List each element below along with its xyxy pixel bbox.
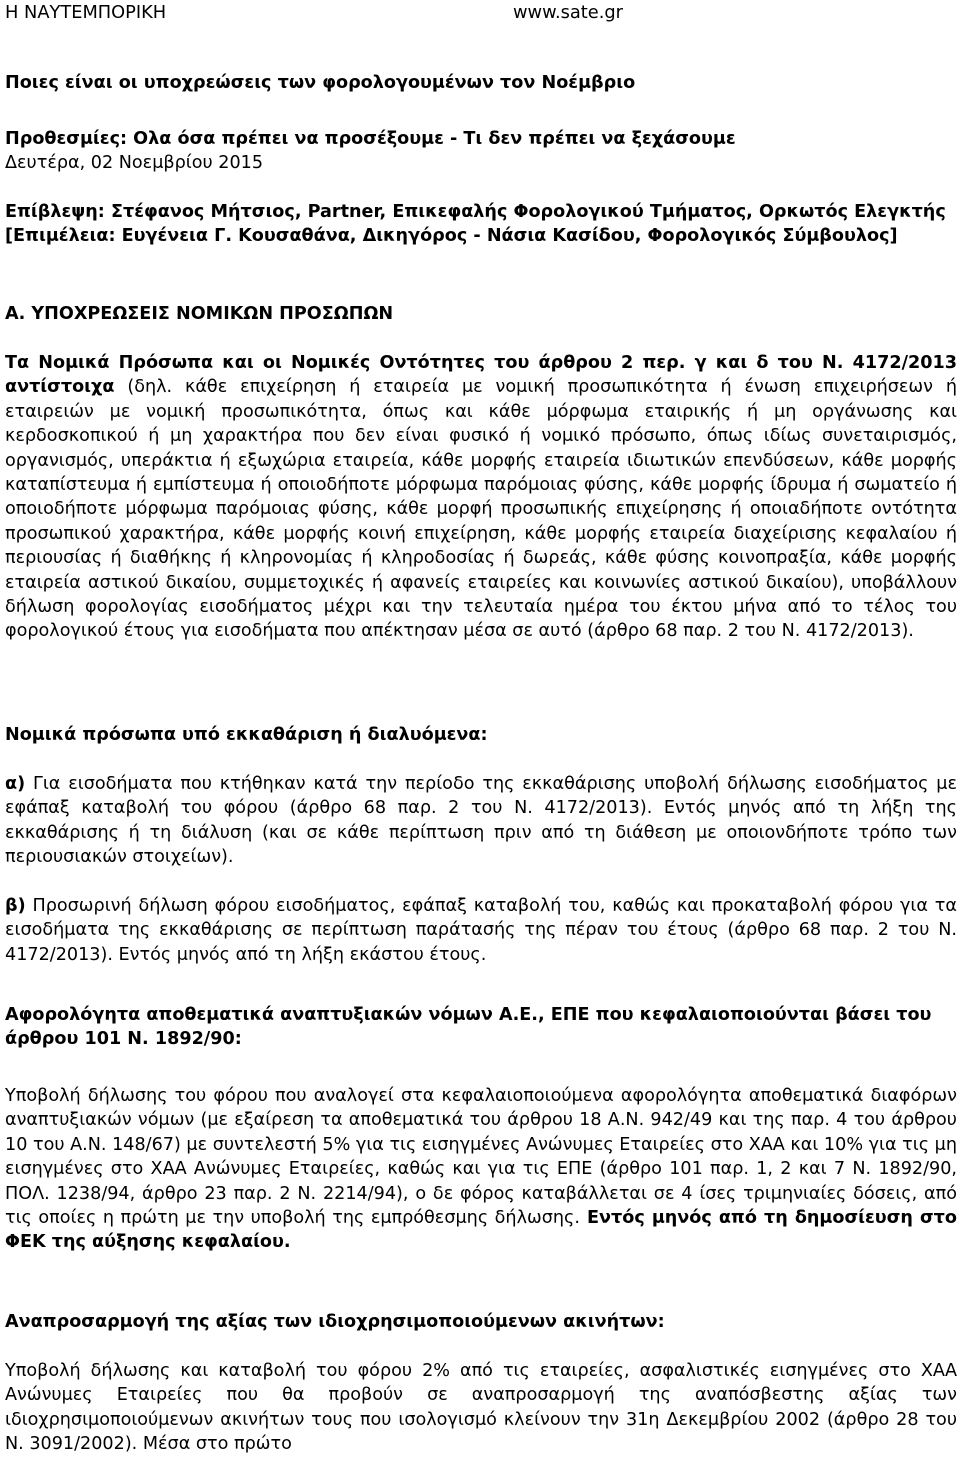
liquidation-heading: Νομικά πρόσωπα υπό εκκαθάριση ή διαλυόμενα: — [5, 725, 488, 745]
item-b-label: β) — [5, 896, 26, 916]
paragraph-legal-entities — [5, 351, 957, 644]
page-header — [5, 0, 957, 26]
article-subtitle: Προθεσμίες: Ολα όσα πρέπει να προσέξουμε - Τι δεν πρέπει να ξεχάσουμε — [5, 129, 736, 149]
item-a-text: Για εισοδήματα που κτήθηκαν κατά την περίοδο της εκκαθάρισης υποβολή δήλωσης εισοδήματος με εφάπαξ καταβολή του φόρου (άρθρο 68 παρ. 2 του Ν. 4172/2013). Εντός μηνός από τη λήξη της εκκαθάρισης ή τη διάλυση (και σε κάθε περίπτωση πριν από τη διάθεση με οποιονδήποτε τρόπο των περιουσιακών στοιχείων). — [5, 774, 957, 868]
revaluation-heading: Αναπροσαρμογή της αξίας των ιδιοχρησιμοποιούμενων ακινήτων: — [5, 1312, 665, 1332]
liquidation-item-b — [5, 894, 957, 967]
reserves-heading: Αφορολόγητα αποθεματικά αναπτυξιακών νόμων Α.Ε., ΕΠΕ που κεφαλαιοποιούνται βάσει του άρθρου 101 Ν. 1892/90: — [5, 1005, 932, 1050]
reserves-paragraph — [5, 1084, 957, 1255]
reserves-body: Υποβολή δήλωσης του φόρου που αναλογεί στα κεφαλαιοποιούμενα αφορολόγητα αποθεματικά διαφόρων αναπτυξιακών νόμων (με εξαίρεση τα αποθεματικά του άρθρου 18 Α.Ν. 942/49 και της παρ. 4 του άρθρου 10 του Α.Ν. 148/67) με συντελεστή 5% για τις εισηγμένες Ανώνυμες Εταιρείες στο ΧΑΑ και 10% για τις μη εισηγμένες στο ΧΑΑ Ανώνυμες Εταιρείες, καθώς και για τις ΕΠΕ (άρθρο 101 παρ. 1, 2 και 7 Ν. 1892/90, ΠΟΛ. 1238/94, άρθρο 23 παρ. 2 Ν. 2214/94), ο δε φόρος καταβάλλεται σε 4 ίσες τριμηνιαίες δόσεις, από τις οποίες η πρώτη με την υποβολή της εμπρόθεσμης δήλωσης. — [5, 1086, 957, 1229]
source-url[interactable]: www.sate.gr — [513, 2, 623, 23]
revaluation-paragraph: Υποβολή δήλωσης και καταβολή του φόρου 2% από τις εταιρείες, ασφαλιστικές εισηγμένες στο ΧΑΑ Ανώνυμες Εταιρείες που θα προβούν σε αναπροσαρμογή της αναπόσβεστης αξίας των ιδιοχρησιμοποιούμενων ακινήτων τους που ισολογισμό κλείνουν την 31η Δεκεμβρίου 2002 (άρθρο 28 του Ν. 3091/2002). Μέσα στο πρώτο — [5, 1361, 957, 1455]
legal-entities-lead: Τα Νομικά Πρόσωπα και οι Νομικές Οντότητες του άρθρου 2 περ. γ και δ του Ν. 4172/2013 αντίστοιχα — [5, 353, 957, 398]
item-a-label: α) — [5, 774, 26, 794]
publication-name: Η ΝΑΥΤΕΜΠΟΡΙΚΗ — [5, 2, 167, 23]
document-page — [5, 0, 957, 1455]
liquidation-item-a — [5, 772, 957, 870]
article-credits: Επίβλεψη: Στέφανος Μήτσιος, Partner, Επικεφαλής Φορολογικού Τμήματος, Ορκωτός Ελεγκτής [Επιμέλεια: Ευγένεια Γ. Κουσαθάνα, Δικηγόρος - Νάσια Κασίδου, Φορολογικός Σύμβουλος] — [5, 202, 946, 247]
reserves-deadline: Εντός μηνός από τη δημοσίευση στο ΦΕΚ της αύξησης κεφαλαίου. — [5, 1208, 957, 1253]
item-b-text: Προσωρινή δήλωση φόρου εισοδήματος, εφάπαξ καταβολή του, καθώς και προκαταβολή φόρου για τα εισοδήματα της εκκαθάρισης σε περίπτωση παράτασής της πέραν του έτους (άρθρο 68 παρ. 2 του Ν. 4172/2013). Εντός μηνός από τη λήξη εκάστου έτους. — [5, 896, 957, 965]
article-title: Ποιες είναι οι υποχρεώσεις των φορολογουμένων τον Νοέμβριο — [5, 73, 636, 93]
section-heading-a: Α. ΥΠΟΧΡΕΩΣΕΙΣ ΝΟΜΙΚΩΝ ΠΡΟΣΩΠΩΝ — [5, 304, 394, 324]
article-date: Δευτέρα, 02 Νοεμβρίου 2015 — [5, 153, 264, 173]
legal-entities-body: (δηλ. κάθε επιχείρηση ή εταιρεία με νομική προσωπικότητα ή ένωση επιχειρήσεων ή εταιρειών με νομική προσωπικότητα, όπως και κάθε μόρφωμα εταιρικής ή μη οργάνωσης και κερδοσκοπικού ή μη χαρακτήρα που δεν είναι φυσικό ή νομικό πρόσωπο, όπως ιδίως συνεταιρισμός, οργανισμός, υπεράκτια ή εξωχώρια εταιρεία, κάθε μορφής εταιρεία ιδιωτικών επενδύσεων, κάθε μορφής καταπίστευμα ή εμπίστευμα ή οποιοδήποτε μόρφωμα παρόμοιας φύσης, κάθε μορφής ίδρυμα ή σωματείο ή οποιοδήποτε μόρφωμα παρόμοιας φύσης, κάθε μορφή προσωπικής επιχείρησης ή οποιαδήποτε οντότητα προσωπικού χαρακτήρα, κάθε μορφής κοινή επιχείρηση, κάθε μορφής εταιρεία διαχείρισης κεφαλαίου ή περιουσίας ή διαθήκης ή κληρονομίας ή κληροδοσίας ή δωρεάς, κάθε φύσης κοινοπραξία, κάθε μορφής εταιρεία αστικού δικαίου, συμμετοχικές ή αφανείς εταιρείες και κοινωνίες αστικού δικαίου), υποβάλλουν δήλωση φορολογίας εισοδήματος μέχρι και την τελευταία ημέρα του έκτου μήνα από το τέλος του φορολογικού έτους για εισοδήματα που απέκτησαν μέσα σε αυτό (άρθρο 68 παρ. 2 του Ν. 4172/2013). — [5, 377, 957, 642]
